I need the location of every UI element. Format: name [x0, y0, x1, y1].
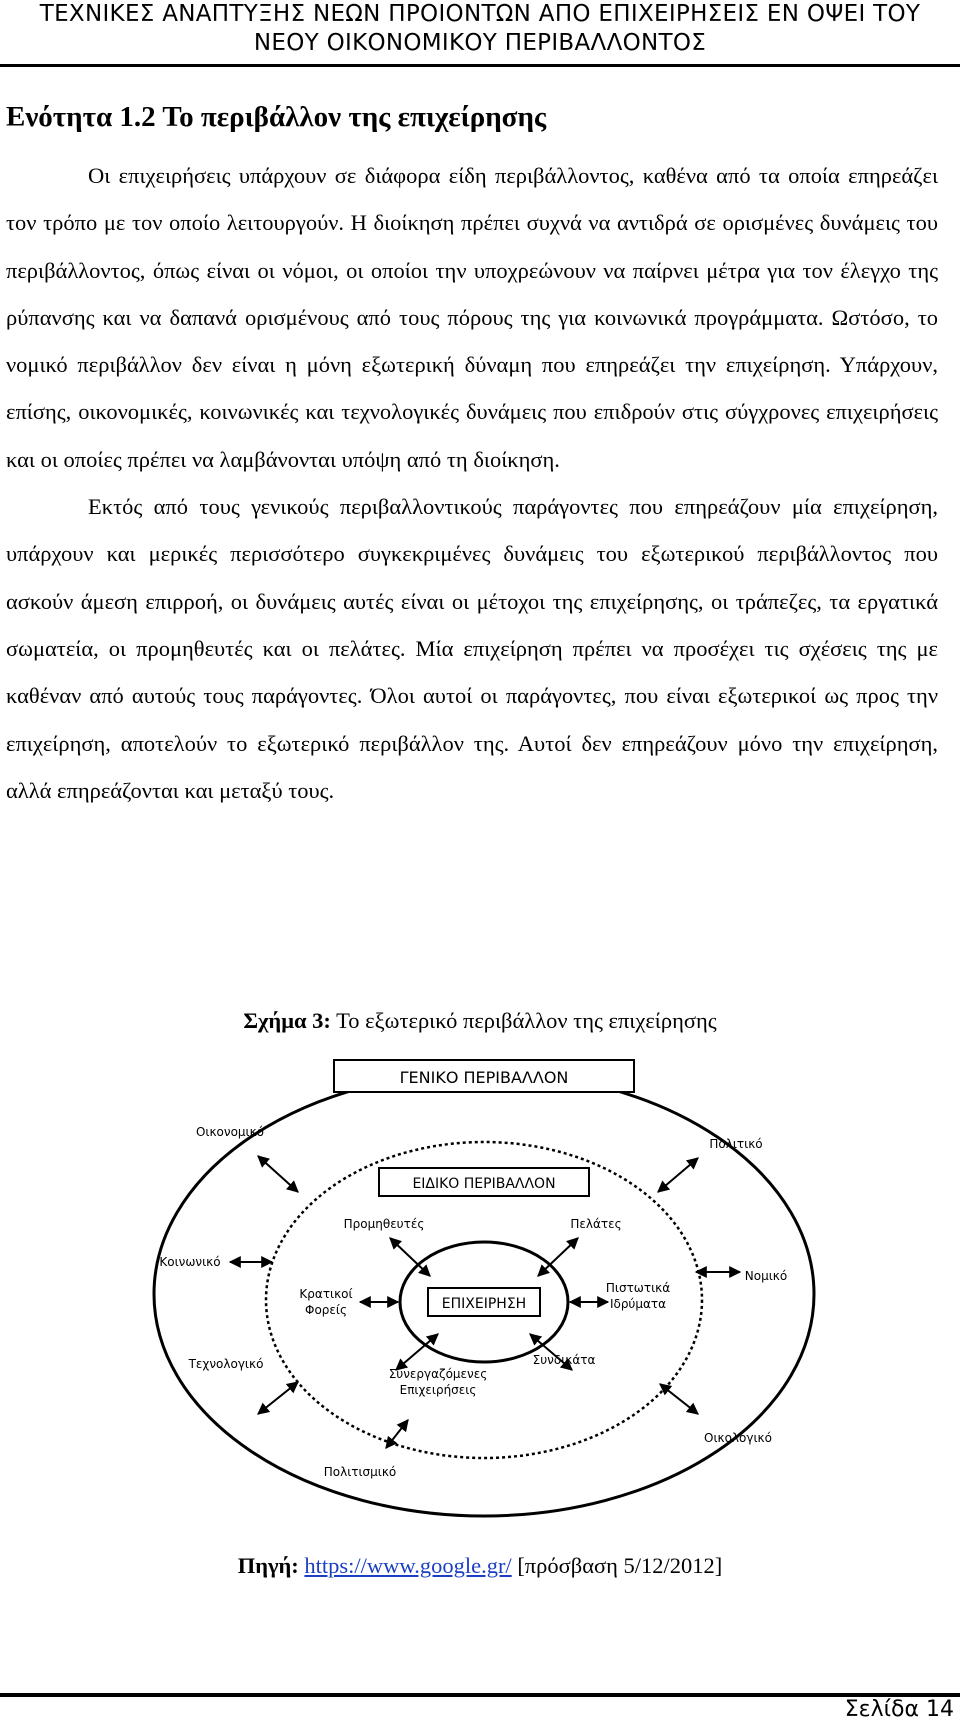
header-line-2: ΝΕΟΥ ΟΙΚΟΝΟΜΙΚΟΥ ΠΕΡΙΒΑΛΛΟΝΤΟΣ — [253, 30, 707, 56]
company-label: ΕΠΙΧΕΙΡΗΣΗ — [441, 1296, 527, 1312]
figure-caption-text: Το εξωτερικό περιβάλλον της επιχείρησης — [330, 1008, 717, 1033]
label-economic: Οικονομικό — [195, 1125, 265, 1139]
paragraph-2: Εκτός από τους γενικούς περιβαλλοντικούς παράγοντες που επηρεάζουν μία επιχείρηση, υπάρχουν και μερικές περισσότερο συγκεκριμένες δυνάμεις του εξωτερικού περιβάλλοντος που ασκούν άμεση επιρροή, οι δυνάμεις αυτές είναι οι μέτοχοι της επιχείρησης, οι τράπεζες, τα εργατικά σωματεία, οι προμηθευτές και οι πελάτες. Μία επιχείρηση πρέπει να προσέχει τις σχέσεις της με καθέναν από αυτούς τους παράγοντες. Όλοι αυτοί οι παράγοντες, που είναι εξωτερικοί ως προς την επιχείρηση, αποτελούν το εξωτερικό περιβάλλον της. Αυτοί δεν επηρεάζουν μόνο την επιχείρηση, αλλά επηρεάζονται και μεταξύ τους. — [6, 494, 938, 803]
environment-diagram — [138, 1052, 830, 1526]
outer-title: ΓΕΝΙΚΟ ΠΕΡΙΒΑΛΛΟΝ — [399, 1068, 569, 1087]
source-label: Πηγή: — [237, 1553, 299, 1578]
arrow-political — [658, 1158, 698, 1192]
footer-divider — [0, 1693, 960, 1697]
section-title: Ενότητα 1.2 Το περιβάλλον της επιχείρησης — [6, 101, 547, 133]
paragraph-1: Οι επιχειρήσεις υπάρχουν σε διάφορα είδη περιβάλλοντος, καθένα από τα οποία επηρεάζει τον τρόπο με τον οποίο λειτουργούν. Η διοίκηση πρέπει συχνά να αντιδρά σε ορισμένες δυνάμεις του περιβάλλοντος, όπως είναι οι νόμοι, οι οποίοι την υποχρεώνουν να παίρνει μέτρα για τον έλεγχο της ρύπανσης και να δαπανά ορισμένους από τους πόρους της για κοινωνικά προγράμματα. Ωστόσο, το νομικό περιβάλλον δεν είναι η μόνη εξωτερική δύναμη που επηρεάζει την επιχείρηση. Υπάρχουν, επίσης, οικονομικές, κοινωνικές και τεχνολογικές δυνάμεις που επιδρούν στις σύγχρονες επιχειρήσεις και οι οποίες πρέπει να λαμβάνονται υπόψη από τη διοίκηση. — [6, 163, 938, 472]
label-unions: Συνδικάτα — [532, 1353, 596, 1367]
header-divider — [0, 64, 960, 67]
arrow-economic — [258, 1156, 298, 1192]
figure-caption — [0, 1008, 960, 1034]
arrow-suppliers — [390, 1238, 430, 1276]
label-partners-1: Συνεργαζόμενες — [388, 1367, 488, 1381]
label-technological: Τεχνολογικό — [188, 1357, 264, 1371]
label-state-agencies-2: Φορείς — [305, 1303, 347, 1317]
label-legal: Νομικό — [744, 1269, 788, 1283]
page-number: Σελίδα 14 — [844, 1697, 954, 1722]
label-state-agencies-1: Κρατικοί — [299, 1287, 353, 1301]
label-credit-1: Πιστωτικά — [605, 1281, 671, 1295]
label-social: Κοινωνικό — [159, 1255, 221, 1269]
label-credit-2: Ιδρύματα — [609, 1297, 667, 1311]
source-access-date: [πρόσβαση 5/12/2012] — [517, 1553, 723, 1578]
inner-title: ΕΙΔΙΚΟ ΠΕΡΙΒΑΛΛΟΝ — [412, 1176, 556, 1192]
header-line-1: ΤΕΧΝΙΚΕΣ ΑΝΑΠΤΥΞΗΣ ΝΕΩΝ ΠΡΟΙΟΝΤΩΝ ΑΠΟ ΕΠΙΧΕΙΡΗΣΕΙΣ ΕΝ ΟΨΕΙ ΤΟΥ — [39, 1, 921, 27]
label-ecological: Οικολογικό — [704, 1431, 772, 1445]
arrow-customers — [538, 1238, 578, 1276]
source-link[interactable]: https://www.google.gr/ — [304, 1553, 512, 1578]
arrow-technological — [258, 1382, 298, 1414]
running-header — [0, 0, 960, 58]
arrow-ecological — [660, 1384, 698, 1414]
source-line — [0, 1553, 960, 1579]
label-customers: Πελάτες — [570, 1217, 622, 1231]
label-suppliers: Προμηθευτές — [343, 1217, 425, 1231]
body-text — [6, 152, 938, 814]
label-cultural: Πολιτισμικό — [323, 1465, 397, 1479]
label-political: Πολιτικό — [709, 1137, 763, 1151]
figure-caption-label: Σχήμα 3: — [243, 1008, 331, 1033]
label-partners-2: Επιχειρήσεις — [399, 1383, 477, 1397]
